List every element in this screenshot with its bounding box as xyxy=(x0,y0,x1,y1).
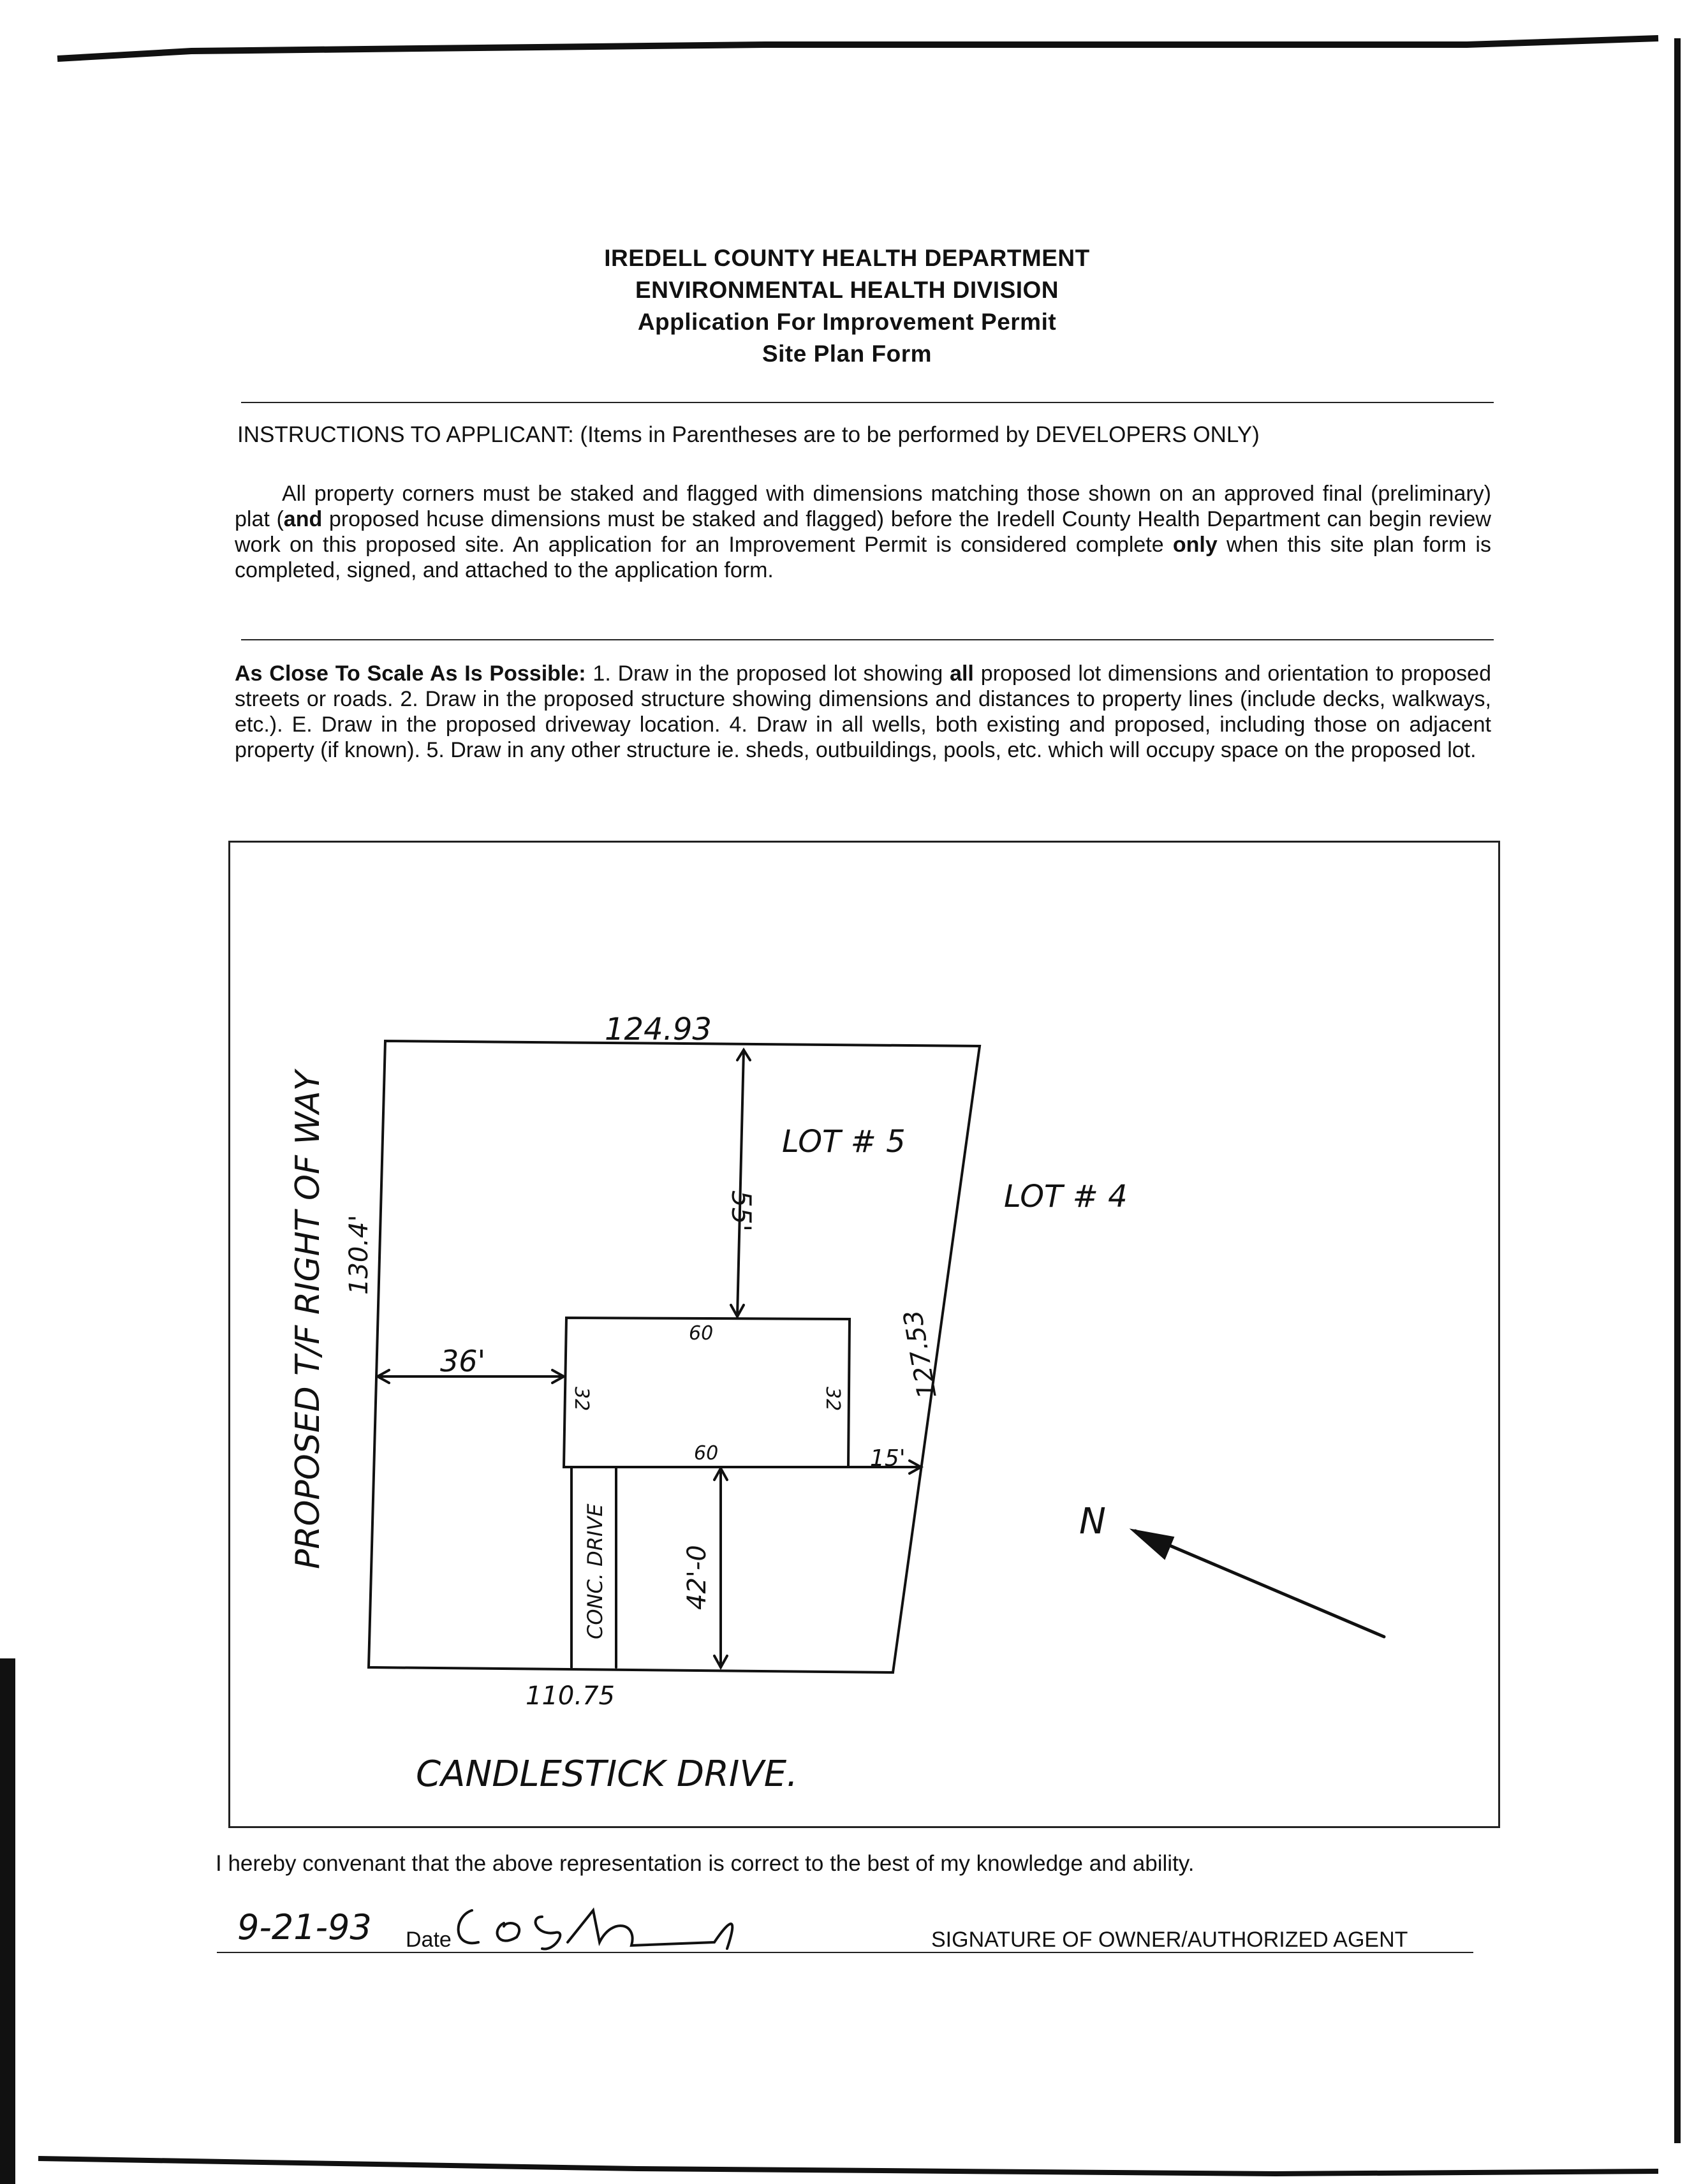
driveway-label: CONC. DRIVE xyxy=(583,1503,607,1639)
front-setback-label: 55' xyxy=(726,1190,757,1232)
north-arrow xyxy=(1135,1531,1384,1637)
house-bottom-label: 60 xyxy=(694,1442,719,1465)
north-arrow-head xyxy=(1131,1530,1174,1559)
street-label: CANDLESTICK DRIVE. xyxy=(416,1753,798,1795)
north-label: N xyxy=(1079,1501,1106,1542)
bottom-dimension-label: 110.75 xyxy=(526,1681,615,1711)
date-label: Date xyxy=(406,1928,452,1952)
instructions-body: All property corners must be staked and flagged with dimensions matching those shown on an approved final (preliminary) plat (and proposed hcuse dimensions must be staked and flagged) before the Iredell County Health Department can begin review work on this proposed site. An application for an Improvement Permit is considered complete only when this site plan form is completed, signed, and attached to the application form. xyxy=(235,482,1491,582)
date-value: 9-21-93 xyxy=(237,1907,372,1947)
division-title: ENVIRONMENTAL HEALTH DIVISION xyxy=(635,277,1059,303)
left-setback-label: 36' xyxy=(440,1344,486,1378)
covenant-statement: I hereby convenant that the above representation is correct to the best of my knowledge and ability. xyxy=(216,1851,1195,1876)
left-dimension-label: 130.4' xyxy=(344,1214,374,1295)
house-right-label: 32 xyxy=(821,1387,844,1412)
house-left-label: 32 xyxy=(570,1387,593,1412)
signature-label: SIGNATURE OF OWNER/AUTHORIZED AGENT xyxy=(931,1928,1408,1952)
right-setback-label: 15' xyxy=(870,1445,906,1472)
lot-4-label: LOT # 4 xyxy=(1004,1179,1128,1214)
department-title: IREDELL COUNTY HEALTH DEPARTMENT xyxy=(604,245,1090,271)
house-top-label: 60 xyxy=(689,1322,714,1345)
instructions-heading: INSTRUCTIONS TO APPLICANT: (Items in Parentheses are to be performed by DEVELOPERS ONLY) xyxy=(237,422,1260,447)
scale-instructions: As Close To Scale As Is Possible: 1. Draw in the proposed lot showing all proposed lot dimensions and orientation to proposed streets or roads. 2. Draw in the proposed structure showing dimensions and distances to property lines (include decks, walkways, etc.). E. Draw in the proposed driveway location. 4. Draw in all wells, both existing and proposed, including those on adjacent property (if known). 5. Draw in any other structure ie. sheds, outbuildings, pools, etc. which will occupy space on the proposed lot. xyxy=(235,661,1491,762)
application-title: Application For Improvement Permit xyxy=(637,309,1057,335)
right-dimension-label: 127.53 xyxy=(898,1308,943,1401)
lot-5-label: LOT # 5 xyxy=(782,1124,906,1160)
form-title: Site Plan Form xyxy=(762,341,932,367)
front-setback-arrow xyxy=(737,1050,744,1317)
rear-setback-label: 42'-0 xyxy=(682,1545,712,1610)
right-of-way-label: PROPOSED T/F RIGHT OF WAY xyxy=(289,1070,327,1569)
top-dimension-label: 124.93 xyxy=(605,1012,712,1047)
owner-signature xyxy=(446,1898,778,1955)
